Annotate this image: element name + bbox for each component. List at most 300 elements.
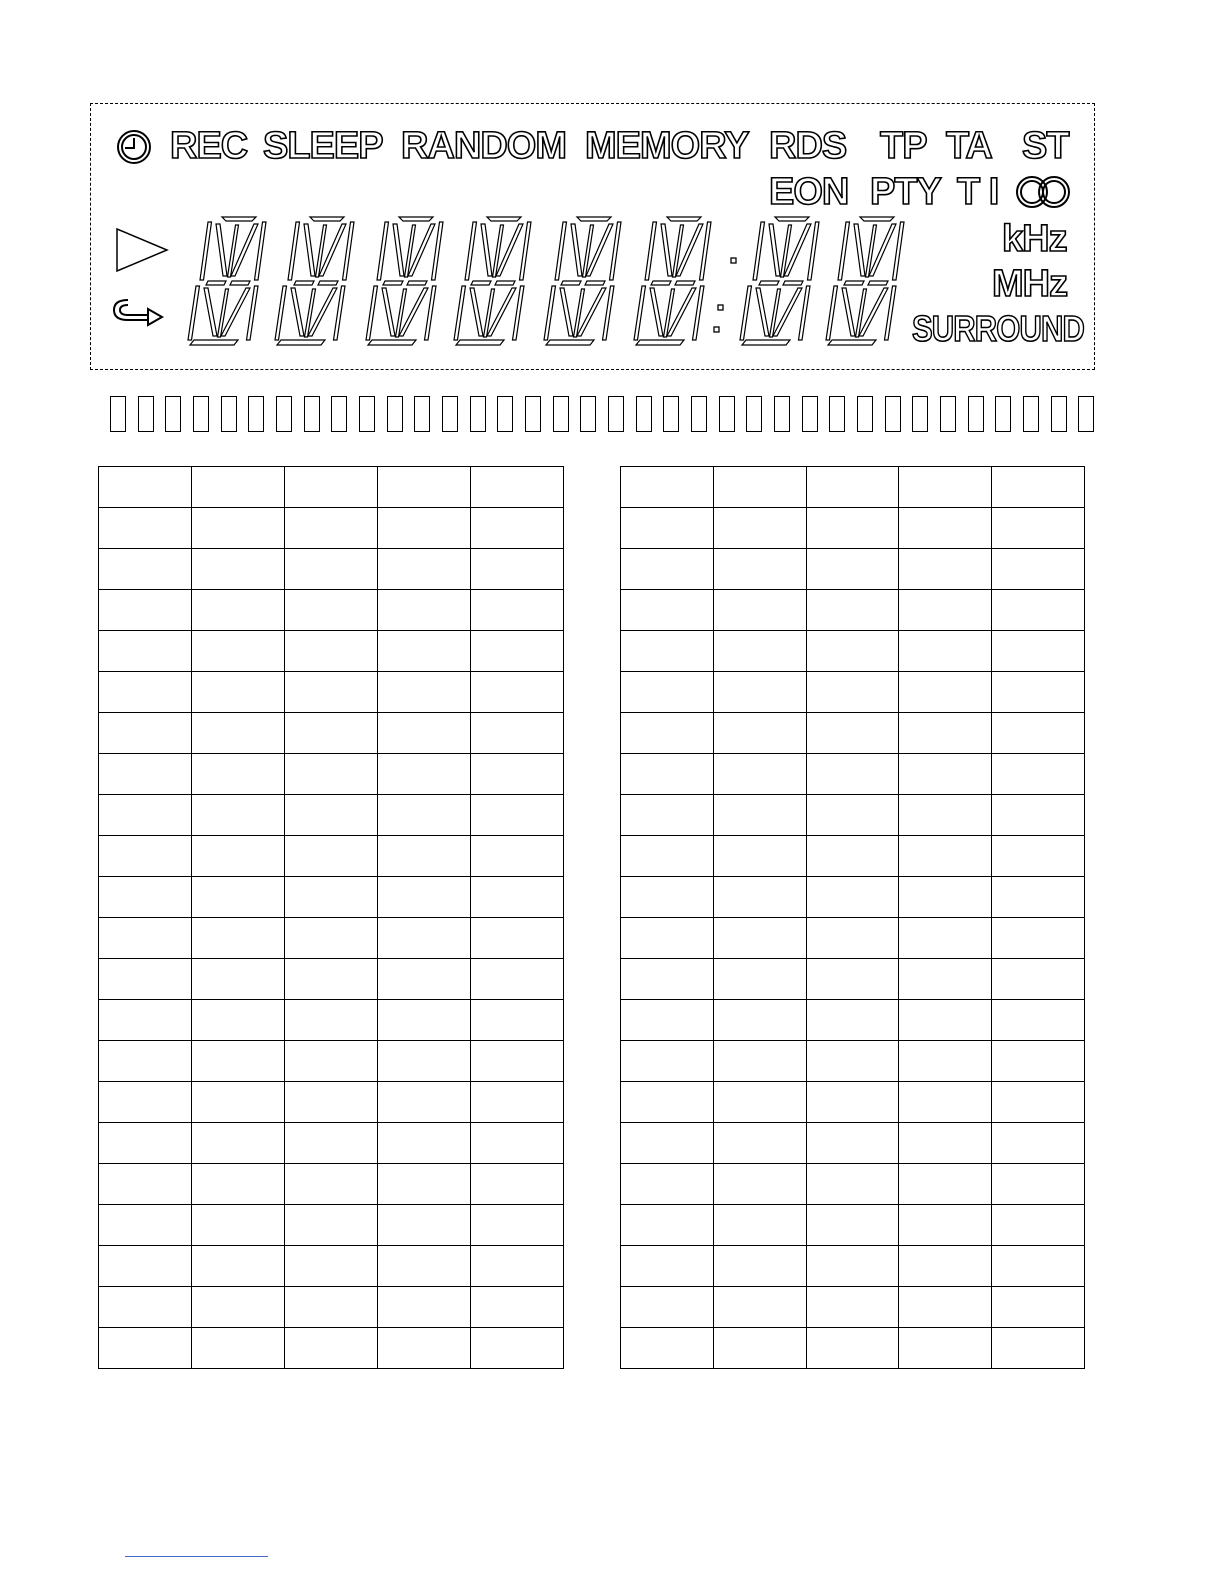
segment-right [893, 222, 905, 280]
table-cell [621, 877, 714, 918]
character-box [802, 396, 818, 432]
table-cell [99, 508, 192, 549]
digit-cell [838, 222, 904, 280]
table-cell [99, 1205, 192, 1246]
table-cell [285, 1082, 378, 1123]
table-cell [899, 918, 992, 959]
table-cell [992, 877, 1085, 918]
character-box [387, 396, 403, 432]
table-cell [713, 836, 806, 877]
digit-cell [188, 286, 258, 340]
digit-cell [826, 286, 896, 340]
segment-mid-left [471, 281, 491, 285]
table-cell [621, 672, 714, 713]
table-row [99, 754, 564, 795]
table-cell [899, 1246, 992, 1287]
segment-mid-right [868, 281, 888, 285]
table-cell [285, 1123, 378, 1164]
character-box [829, 396, 845, 432]
digit-bottom-1 [188, 286, 258, 345]
digit-bottom-2 [275, 286, 345, 345]
table-cell [378, 467, 471, 508]
segment-right [603, 286, 615, 340]
table-cell [99, 672, 192, 713]
digit-top-6 [645, 217, 711, 285]
table-cell [992, 1123, 1085, 1164]
table-row [621, 918, 1085, 959]
table-cell [99, 754, 192, 795]
table-cell [713, 959, 806, 1000]
table-cell [192, 1287, 285, 1328]
table-cell [806, 590, 899, 631]
table-cell [621, 836, 714, 877]
table-cell [992, 508, 1085, 549]
digit-cell [465, 222, 531, 280]
table-cell [378, 631, 471, 672]
table-cell [621, 508, 714, 549]
segment-top [667, 217, 701, 221]
table-cell [378, 836, 471, 877]
table-cell [992, 795, 1085, 836]
table-cell [99, 918, 192, 959]
table-cell [285, 549, 378, 590]
table-cell [621, 1000, 714, 1041]
table-cell [471, 918, 564, 959]
table-cell [992, 590, 1085, 631]
table-cell [806, 1041, 899, 1082]
digit-cell [634, 286, 704, 340]
table-cell [806, 1246, 899, 1287]
table-cell [899, 1205, 992, 1246]
character-box [221, 396, 237, 432]
table-row [99, 836, 564, 877]
table-cell [713, 508, 806, 549]
character-box [774, 396, 790, 432]
table-cell [192, 713, 285, 754]
table-cell [621, 1123, 714, 1164]
khz-indicator: kHz [1002, 218, 1067, 260]
table-cell [99, 836, 192, 877]
digit-bottom-3 [366, 286, 436, 345]
table-cell [806, 918, 899, 959]
segment-top [577, 217, 611, 221]
table-cell [621, 1205, 714, 1246]
character-box [968, 396, 984, 432]
table-cell [992, 1041, 1085, 1082]
segment-top [222, 217, 256, 221]
segment-diag-left [470, 288, 483, 336]
table-cell [621, 795, 714, 836]
segment-diag-left [756, 288, 769, 336]
pty-indicator: PTY [870, 171, 941, 213]
table-cell [713, 672, 806, 713]
table-cell [378, 754, 471, 795]
segment-right [885, 286, 897, 340]
segment-right [432, 222, 444, 280]
table-row [621, 1328, 1085, 1369]
table-cell [192, 1205, 285, 1246]
table-cell [192, 1000, 285, 1041]
table-row [99, 1041, 564, 1082]
digit-top-5 [555, 217, 621, 285]
table-cell [378, 1328, 471, 1369]
digit-top-3 [377, 217, 443, 285]
table-cell [471, 467, 564, 508]
digit-cell [288, 222, 354, 280]
table-cell [621, 1164, 714, 1205]
table-cell [99, 1041, 192, 1082]
table-cell [192, 1164, 285, 1205]
table-cell [99, 549, 192, 590]
table-cell [713, 1246, 806, 1287]
table-cell [471, 631, 564, 672]
table-row [99, 795, 564, 836]
table-row [99, 918, 564, 959]
table-cell [285, 672, 378, 713]
table-cell [621, 467, 714, 508]
segment-bottom [456, 340, 504, 345]
table-cell [192, 1041, 285, 1082]
table-cell [285, 795, 378, 836]
surround-indicator: SURROUND [912, 308, 1085, 349]
digit-cell [753, 222, 819, 280]
table-cell [471, 836, 564, 877]
table-cell [192, 549, 285, 590]
digit-cell [454, 286, 524, 340]
table-cell [899, 795, 992, 836]
table-cell [192, 467, 285, 508]
table-cell [713, 1041, 806, 1082]
table-cell [99, 959, 192, 1000]
character-box [138, 396, 154, 432]
table-cell [99, 590, 192, 631]
segment-bottom [636, 340, 684, 345]
table-row [621, 713, 1085, 754]
table-cell [899, 713, 992, 754]
table-cell [471, 1246, 564, 1287]
table-cell [713, 1082, 806, 1123]
digit-top-1 [200, 217, 266, 285]
character-box [497, 396, 513, 432]
table-cell [713, 918, 806, 959]
ta-indicator: TA [946, 125, 992, 167]
table-cell [192, 795, 285, 836]
table-cell [471, 1123, 564, 1164]
table-row [99, 508, 564, 549]
table-row [621, 1246, 1085, 1287]
segment-top [860, 217, 894, 221]
table-cell [99, 1164, 192, 1205]
ti-indicator: T I [957, 171, 999, 213]
segment-right [247, 286, 259, 340]
segment-left [454, 286, 466, 340]
table-row [99, 713, 564, 754]
table-cell [471, 1205, 564, 1246]
character-box [940, 396, 956, 432]
table-cell [992, 549, 1085, 590]
table-cell [192, 959, 285, 1000]
table-cell [621, 549, 714, 590]
table-cell [713, 1123, 806, 1164]
character-box [885, 396, 901, 432]
table-cell [713, 631, 806, 672]
table-cell [713, 795, 806, 836]
digit-top-4 [465, 217, 531, 285]
table-cell [806, 877, 899, 918]
table-row [621, 959, 1085, 1000]
digit-bottom-7 [740, 286, 810, 345]
segment-mid-left [759, 281, 779, 285]
table-cell [285, 631, 378, 672]
table-cell [621, 590, 714, 631]
segment-left [753, 222, 765, 280]
table-row [621, 1164, 1085, 1205]
segment-mid-right [675, 281, 695, 285]
table-cell [806, 467, 899, 508]
digit-cell [740, 286, 810, 340]
footer-link-underline[interactable] [125, 1556, 268, 1557]
table-row [621, 508, 1085, 549]
table-cell [806, 959, 899, 1000]
table-cell [713, 754, 806, 795]
table-cell [806, 1287, 899, 1328]
table-cell [192, 1246, 285, 1287]
digit-top-8 [838, 217, 904, 285]
table-row [621, 1123, 1085, 1164]
clock-icon [118, 131, 150, 163]
table-cell [899, 1082, 992, 1123]
table-row [99, 959, 564, 1000]
table-row [99, 467, 564, 508]
segment-mid-right [407, 281, 427, 285]
table-row [99, 1287, 564, 1328]
character-box [691, 396, 707, 432]
table-cell [992, 467, 1085, 508]
table-cell [192, 754, 285, 795]
digit-cell [645, 222, 711, 280]
table-cell [471, 672, 564, 713]
character-box [193, 396, 209, 432]
table-cell [806, 672, 899, 713]
table-cell [285, 590, 378, 631]
table-row [621, 836, 1085, 877]
segment-diag-left [769, 224, 780, 276]
table-cell [992, 754, 1085, 795]
segment-left [288, 222, 300, 280]
table-cell [713, 713, 806, 754]
table-row [99, 1205, 564, 1246]
table-row [99, 877, 564, 918]
segment-left [645, 222, 657, 280]
character-box [442, 396, 458, 432]
table-cell [378, 590, 471, 631]
table-cell [992, 918, 1085, 959]
segment-diag-left [304, 224, 315, 276]
character-box [857, 396, 873, 432]
segment-diag-left [382, 288, 395, 336]
table-row [99, 1000, 564, 1041]
character-box [414, 396, 430, 432]
table-cell [378, 1082, 471, 1123]
table-cell [992, 1082, 1085, 1123]
table-row [99, 590, 564, 631]
table-cell [471, 1328, 564, 1369]
table-row [99, 1328, 564, 1369]
mhz-indicator: MHz [992, 263, 1068, 305]
character-box [525, 396, 541, 432]
table-cell [99, 1328, 192, 1369]
table-row [621, 549, 1085, 590]
table-cell [378, 1123, 471, 1164]
character-box [165, 396, 181, 432]
segment-left [544, 286, 556, 340]
table-cell [713, 1000, 806, 1041]
segment-bottom [368, 340, 416, 345]
table-cell [992, 672, 1085, 713]
table-cell [99, 1287, 192, 1328]
table-cell [99, 631, 192, 672]
segment-left [555, 222, 567, 280]
segment-mid-left [206, 281, 226, 285]
segment-left [377, 222, 389, 280]
character-box [1078, 396, 1094, 432]
table-cell [378, 713, 471, 754]
table-cell [621, 1287, 714, 1328]
table-cell [621, 713, 714, 754]
table-cell [285, 754, 378, 795]
table-cell [285, 1287, 378, 1328]
table-cell [806, 549, 899, 590]
digit-cell [366, 286, 436, 340]
table-cell [806, 1082, 899, 1123]
table-cell [192, 918, 285, 959]
segment-right [425, 286, 437, 340]
segment-right [343, 222, 355, 280]
table-cell [192, 672, 285, 713]
segment-top [487, 217, 521, 221]
table-cell [471, 1164, 564, 1205]
table-cell [899, 549, 992, 590]
segment-mid-left [651, 281, 671, 285]
table-cell [806, 713, 899, 754]
tp-indicator: TP [880, 125, 927, 167]
table-cell [378, 1205, 471, 1246]
table-cell [285, 1205, 378, 1246]
segment-left [366, 286, 378, 340]
segment-top [310, 217, 344, 221]
segment-diag-left [393, 224, 404, 276]
table-cell [899, 631, 992, 672]
table-cell [806, 1164, 899, 1205]
table-cell [899, 1328, 992, 1369]
table-cell [471, 590, 564, 631]
table-cell [285, 467, 378, 508]
table-row [99, 1082, 564, 1123]
table-cell [99, 713, 192, 754]
table-cell [192, 631, 285, 672]
table-cell [285, 836, 378, 877]
segment-right [255, 222, 267, 280]
table-cell [285, 1041, 378, 1082]
table-cell [992, 1164, 1085, 1205]
table-cell [899, 508, 992, 549]
table-row [99, 549, 564, 590]
table-cell [285, 1246, 378, 1287]
table-cell [899, 1123, 992, 1164]
table-cell [99, 1123, 192, 1164]
table-cell [621, 959, 714, 1000]
table-row [621, 1287, 1085, 1328]
rec-indicator: REC [170, 125, 248, 167]
table-cell [621, 631, 714, 672]
character-box [470, 396, 486, 432]
character-box [359, 396, 375, 432]
table-cell [471, 549, 564, 590]
table-cell [806, 795, 899, 836]
segment-right [700, 222, 712, 280]
digit-cell [275, 286, 345, 340]
segment-left [188, 286, 200, 340]
table-cell [378, 508, 471, 549]
table-cell [471, 795, 564, 836]
table-cell [471, 1082, 564, 1123]
segment-right [808, 222, 820, 280]
table-cell [899, 754, 992, 795]
table-row [621, 877, 1085, 918]
table-cell [621, 918, 714, 959]
digit-bottom-5 [544, 286, 614, 345]
table-cell [471, 1041, 564, 1082]
table-row [99, 1123, 564, 1164]
table-cell [192, 1123, 285, 1164]
table-cell [285, 1164, 378, 1205]
segment-mid-left [844, 281, 864, 285]
table-cell [285, 877, 378, 918]
segment-diag-left [204, 288, 217, 336]
sleep-indicator: SLEEP [263, 125, 383, 167]
segment-left [634, 286, 646, 340]
segment-right [693, 286, 705, 340]
table-cell [621, 1041, 714, 1082]
time-separator [714, 258, 736, 332]
table-cell [621, 754, 714, 795]
table-cell [806, 754, 899, 795]
table-cell [806, 836, 899, 877]
segment-left [740, 286, 752, 340]
segment-right [520, 222, 532, 280]
segment-left [200, 222, 212, 280]
table-cell [806, 1000, 899, 1041]
eon-indicator: EON [769, 171, 849, 213]
table-cell [806, 508, 899, 549]
table-cell [992, 1328, 1085, 1369]
table-cell [992, 631, 1085, 672]
table-cell [899, 1000, 992, 1041]
table-cell [192, 1082, 285, 1123]
table-cell [806, 1123, 899, 1164]
table-cell [378, 1164, 471, 1205]
segment-left [838, 222, 850, 280]
memory-indicator: MEMORY [585, 125, 749, 167]
digit-cell [200, 222, 266, 280]
table-cell [899, 959, 992, 1000]
segment-mid-left [294, 281, 314, 285]
character-box [553, 396, 569, 432]
segment-diag-left [842, 288, 855, 336]
table-cell [992, 1205, 1085, 1246]
character-box [580, 396, 596, 432]
segment-top [775, 217, 809, 221]
